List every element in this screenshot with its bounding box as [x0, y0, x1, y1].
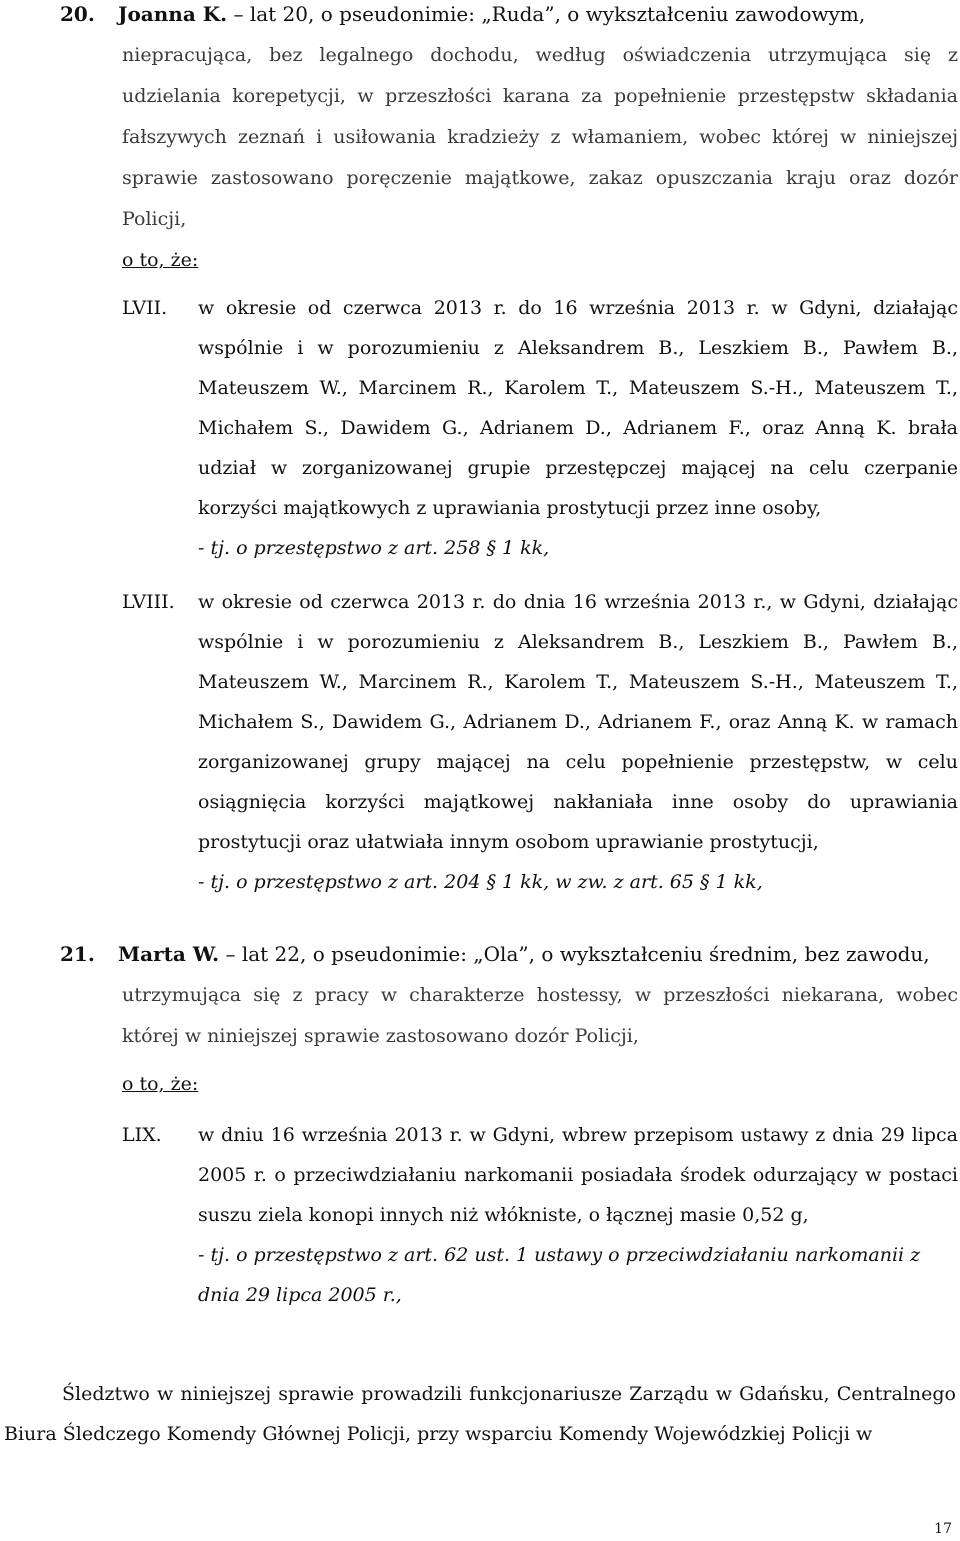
charge-lvii-legal: - tj. o przestępstwo z art. 258 § 1 kk, [198, 537, 550, 559]
investigation-paragraph [4, 1374, 956, 1454]
entry-21-description: utrzymująca się z pracy w charakterze hostessy, w przeszłości niekarana, wobec której w niniejszej sprawie zastosowano dozór Policji, [122, 984, 958, 1047]
charge-lviii-text: w okresie od czerwca 2013 r. do dnia 16 września 2013 r., w Gdyni, działając wspólnie i w porozumieniu z Aleksandrem B., Leszkiem B., Pawłem B., Mateuszem W., Marcinem R., Karolem T., Mateuszem S.-H., Mateuszem T., Michałem S., Dawidem G., Adrianem D., Adrianem F., oraz Anną K. w ramach zorganizowanej grupy mającej na celu popełnienie przestępstw, w celu osiągnięcia korzyści majątkowej nakłaniała inne osoby do uprawiania prostytucji oraz ułatwiała innym osobom uprawianie prostytucji, [198, 591, 958, 853]
charge-lix-number: LIX. [122, 1124, 162, 1146]
entry-21-name: Marta W. [118, 942, 220, 966]
investigation-text: Śledztwo w niniejszej sprawie prowadzili funkcjonariusze Zarządu w Gdańsku, Centralnego Biura Śledczego Komendy Głównej Policji, przy wsparciu Komendy Wojewódzkiej Policji w [4, 1383, 956, 1445]
entry-21-heading [60, 934, 940, 975]
charge-lix-text: w dniu 16 września 2013 r. w Gdyni, wbrew przepisom ustawy z dnia 29 lipca 2005 r. o przeciwdziałaniu narkomanii posiadała środek odurzający w postaci suszu ziela konopi innych niż włókniste, o łącznej masie 0,52 g, [198, 1124, 958, 1226]
charge-lvii-number: LVII. [122, 297, 168, 319]
charge-lviii-legal: - tj. o przestępstwo z art. 204 § 1 kk, w zw. z art. 65 § 1 kk, [198, 871, 763, 893]
charge-lvii-text: w okresie od czerwca 2013 r. do 16 września 2013 r. w Gdyni, działając wspólnie i w porozumieniu z Aleksandrem B., Leszkiem B., Pawłem B., Mateuszem W., Marcinem R., Karolem T., Mateuszem S.-H., Mateuszem T., Michałem S., Dawidem G., Adrianem D., Adrianem F., oraz Anną K. brała udział w zorganizowanej grupie przestępczej mającej na celu czerpanie korzyści majątkowych z uprawiania prostytucji przez inne osoby, [198, 297, 958, 519]
entry-21-oto: o to, że: [122, 1073, 199, 1095]
entry-20-name: Joanna K. [118, 2, 228, 26]
entry-20-oto: o to, że: [122, 249, 199, 271]
entry-20-dash-text: – lat 20, o pseudonimie: „Ruda”, o wykształceniu zawodowym, [227, 2, 866, 26]
page-number: 17 [934, 1521, 952, 1537]
charge-lix [122, 1115, 958, 1315]
charge-lviii [122, 582, 958, 902]
charge-lvii [122, 288, 958, 568]
entry-20-number: 20. [60, 2, 95, 26]
charge-lviii-number: LVIII. [122, 591, 175, 613]
charge-lix-legal: - tj. o przestępstwo z art. 62 ust. 1 ustawy o przeciwdziałaniu narkomanii z dnia 29 lipca 2005 r., [198, 1244, 921, 1306]
entry-21-number: 21. [60, 942, 95, 966]
entry-21-dash-text: – lat 22, o pseudonimie: „Ola”, o wykształceniu średnim, bez zawodu, [219, 942, 930, 966]
entry-20-heading [60, 0, 940, 35]
entry-20-description: niepracująca, bez legalnego dochodu, według oświadczenia utrzymująca się z udzielania korepetycji, w przeszłości karana za popełnienie przestępstw składania fałszywych zeznań i usiłowania kradzieży z włamaniem, wobec której w niniejszej sprawie zastosowano poręczenie majątkowe, zakaz opuszczania kraju oraz dozór Policji, [122, 44, 958, 230]
